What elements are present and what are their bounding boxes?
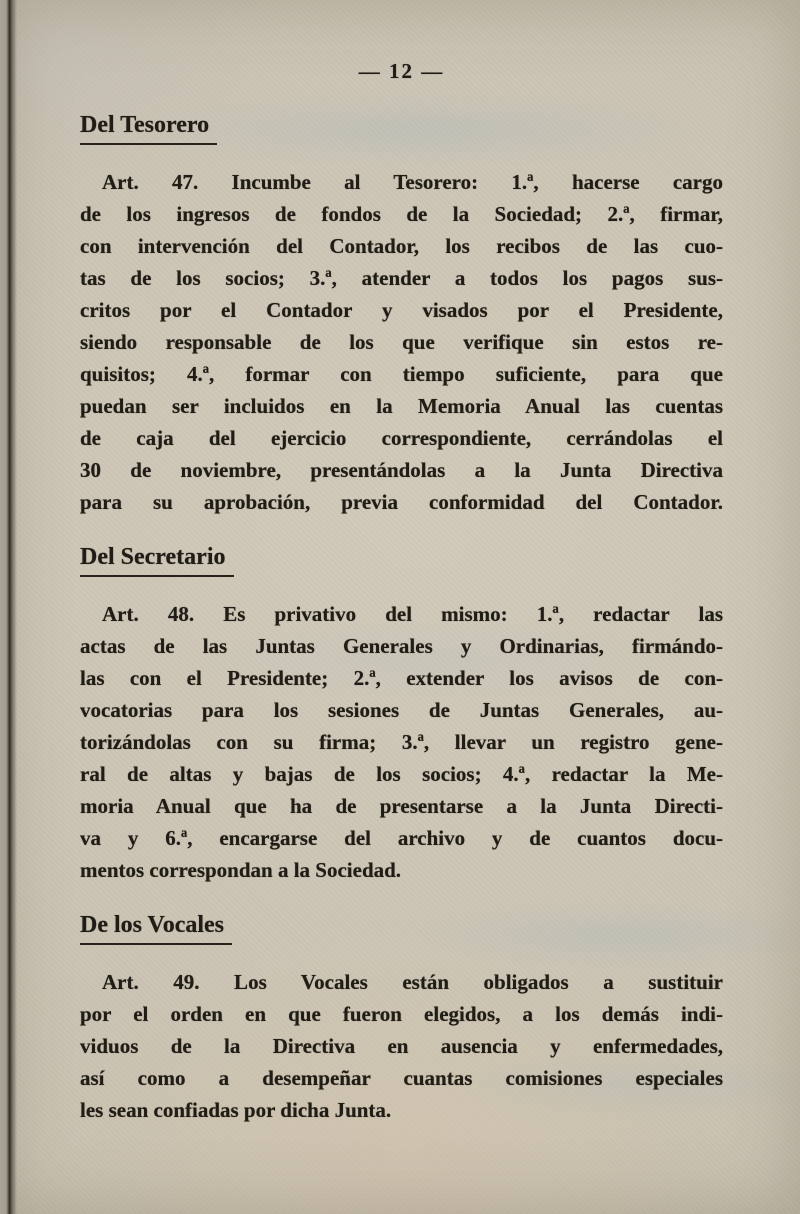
text-line: puedan ser incluidos en la Memoria Anual las cuentas [80, 394, 723, 418]
article-49-paragraph [80, 966, 723, 1126]
text-line: de caja del ejercicio correspondiente, cerrándolas el [80, 426, 723, 450]
text-line: vocatorias para los sesiones de Juntas Generales, au- [80, 698, 723, 722]
section-heading: Del Tesorero [80, 112, 217, 145]
text-line: por el orden en que fueron elegidos, a los demás indi- [80, 1002, 723, 1026]
text-line: ral de altas y bajas de los socios; 4.ª, redactar la Me- [80, 762, 723, 786]
text-line: moria Anual que ha de presentarse a la Junta Directi- [80, 794, 723, 818]
text-line: las con el Presidente; 2.ª, extender los avisos de con- [80, 666, 723, 690]
section-del-tesorero [80, 112, 723, 518]
text-line: tas de los socios; 3.ª, atender a todos los pagos sus- [80, 266, 723, 290]
text-line: mentos correspondan a la Sociedad. [80, 858, 402, 882]
text-line: para su aprobación, previa conformidad del Contador. [80, 490, 723, 514]
article-48-paragraph [80, 598, 723, 886]
text-line: así como a desempeñar cuantas comisiones especiales [80, 1066, 723, 1090]
text-line: actas de las Juntas Generales y Ordinarias, firmándo- [80, 634, 723, 658]
text-line: critos por el Contador y visados por el Presidente, [80, 298, 723, 322]
page-number: — 12 — [358, 59, 445, 83]
text-line: de los ingresos de fondos de la Sociedad; 2.ª, firmar, [80, 202, 723, 226]
section-de-los-vocales [80, 912, 723, 1126]
text-line: les sean confiadas por dicha Junta. [80, 1098, 392, 1122]
text-line: 30 de noviembre, presentándolas a la Junta Directiva [80, 458, 723, 482]
text-line: viduos de la Directiva en ausencia y enfermedades, [80, 1034, 723, 1058]
text-line: va y 6.ª, encargarse del archivo y de cuantos docu- [80, 826, 723, 850]
text-line: siendo responsable de los que verifique sin estos re- [80, 330, 723, 354]
text-line: Art. 48. Es privativo del mismo: 1.ª, redactar las [102, 602, 723, 626]
section-del-secretario [80, 544, 723, 886]
text-line: Art. 49. Los Vocales están obligados a sustituir [102, 970, 723, 994]
text-line: torizándolas con su firma; 3.ª, llevar un registro gene- [80, 730, 723, 754]
text-line: con intervención del Contador, los recibos de las cuo- [80, 234, 723, 258]
section-heading: Del Secretario [80, 544, 234, 577]
article-47-paragraph [80, 166, 723, 518]
section-heading: De los Vocales [80, 912, 232, 945]
text-line: Art. 47. Incumbe al Tesorero: 1.ª, hacerse cargo [102, 170, 723, 194]
text-line: quisitos; 4.ª, formar con tiempo suficiente, para que [80, 362, 723, 386]
